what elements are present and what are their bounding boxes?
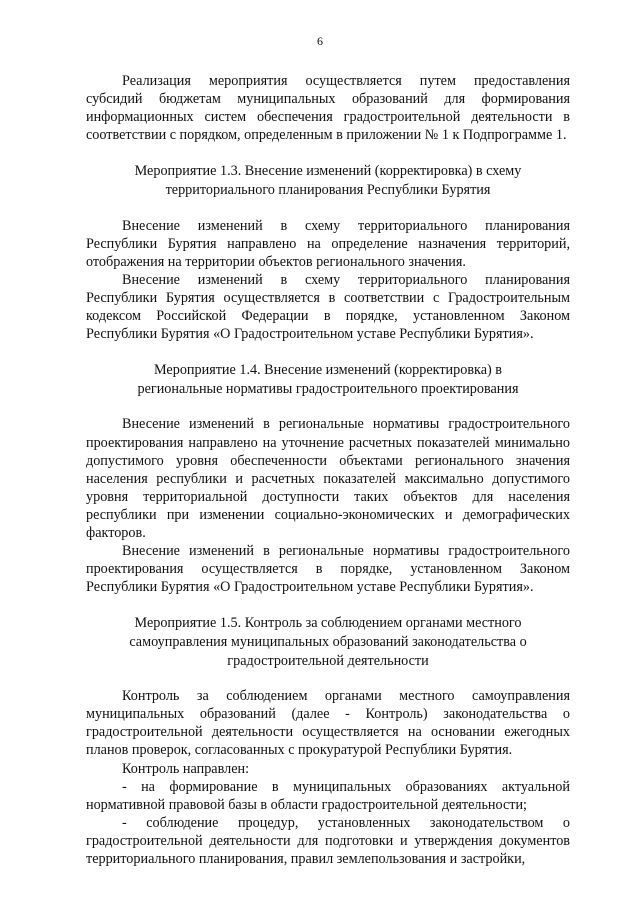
heading-measure-1-4 (86, 361, 570, 398)
list-item-procedures: - соблюдение процедур, установленных законодательством о градостроительной деятельности для подготовки и утверждения документов территориального планирования, правил землепользования и застройки, (86, 814, 570, 867)
paragraph-scheme-procedure: Внесение изменений в схему территориального планирования Республики Бурятия осуществляется в соответствии с Градостроительным кодексом Российской Федерации в порядке, установленном Законом Республики Бурятия «О Градостроительном уставе Республики Бурятия». (86, 271, 570, 343)
page-number: 6 (317, 34, 323, 48)
heading-line: региональные нормативы градостроительного проектирования (137, 380, 519, 397)
heading-line: Мероприятие 1.5. Контроль за соблюдением органами местного (134, 615, 522, 632)
paragraph-norms-procedure: Внесение изменений в региональные нормативы градостроительного проектирования осуществляется в порядке, установленном Законом Республики Бурятия «О Градостроительном уставе Республики Бурятия». (86, 543, 570, 596)
heading-measure-1-5 (86, 614, 570, 670)
document-body (86, 72, 570, 868)
heading-line: Мероприятие 1.3. Внесение изменений (корректировка) в схему (134, 163, 522, 180)
heading-measure-1-3 (86, 162, 570, 199)
paragraph-control-basis: Контроль за соблюдением органами местного самоуправления муниципальных образований (далее - Контроль) законодательства о градостроительной деятельности осуществляется на основании ежегодных планов проверок, согласованных с прокуратурой Республики Бурятия. (86, 688, 570, 759)
list-item-legal-base: - на формирование в муниципальных образованиях актуальной нормативной правовой базы в области градостроительной деятельности; (86, 778, 570, 813)
paragraph-subsidy-implementation: Реализация мероприятия осуществляется путем предоставления субсидий бюджетам муниципальных образований для формирования информационных систем обеспечения градостроительной деятельности в соответствии с порядком, определенным в приложении № 1 к Подпрограмме 1. (86, 73, 570, 144)
heading-line: градостроительной деятельности (227, 652, 429, 669)
paragraph-scheme-purpose: Внесение изменений в схему территориального планирования Республики Бурятия направлено на определение назначения территорий, отображения на территории объектов регионального значения. (86, 217, 570, 270)
heading-line: самоуправления муниципальных образований законодательства о (129, 633, 527, 650)
heading-line: территориального планирования Республики Бурятия (165, 181, 491, 198)
paragraph-norms-purpose: Внесение изменений в региональные нормативы градостроительного проектирования направлено на уточнение расчетных показателей минимально допустимого уровня обеспеченности объектами регионального значения населения республики и расчетных показателей максимально допустимого уровня территориальной доступности таких объектов для населения республики при изменении социально-экономических и демографических факторов. (86, 416, 570, 541)
paragraph-control-directed: Контроль направлен: (122, 760, 250, 777)
heading-line: Мероприятие 1.4. Внесение изменений (корректировка) в (154, 362, 502, 379)
